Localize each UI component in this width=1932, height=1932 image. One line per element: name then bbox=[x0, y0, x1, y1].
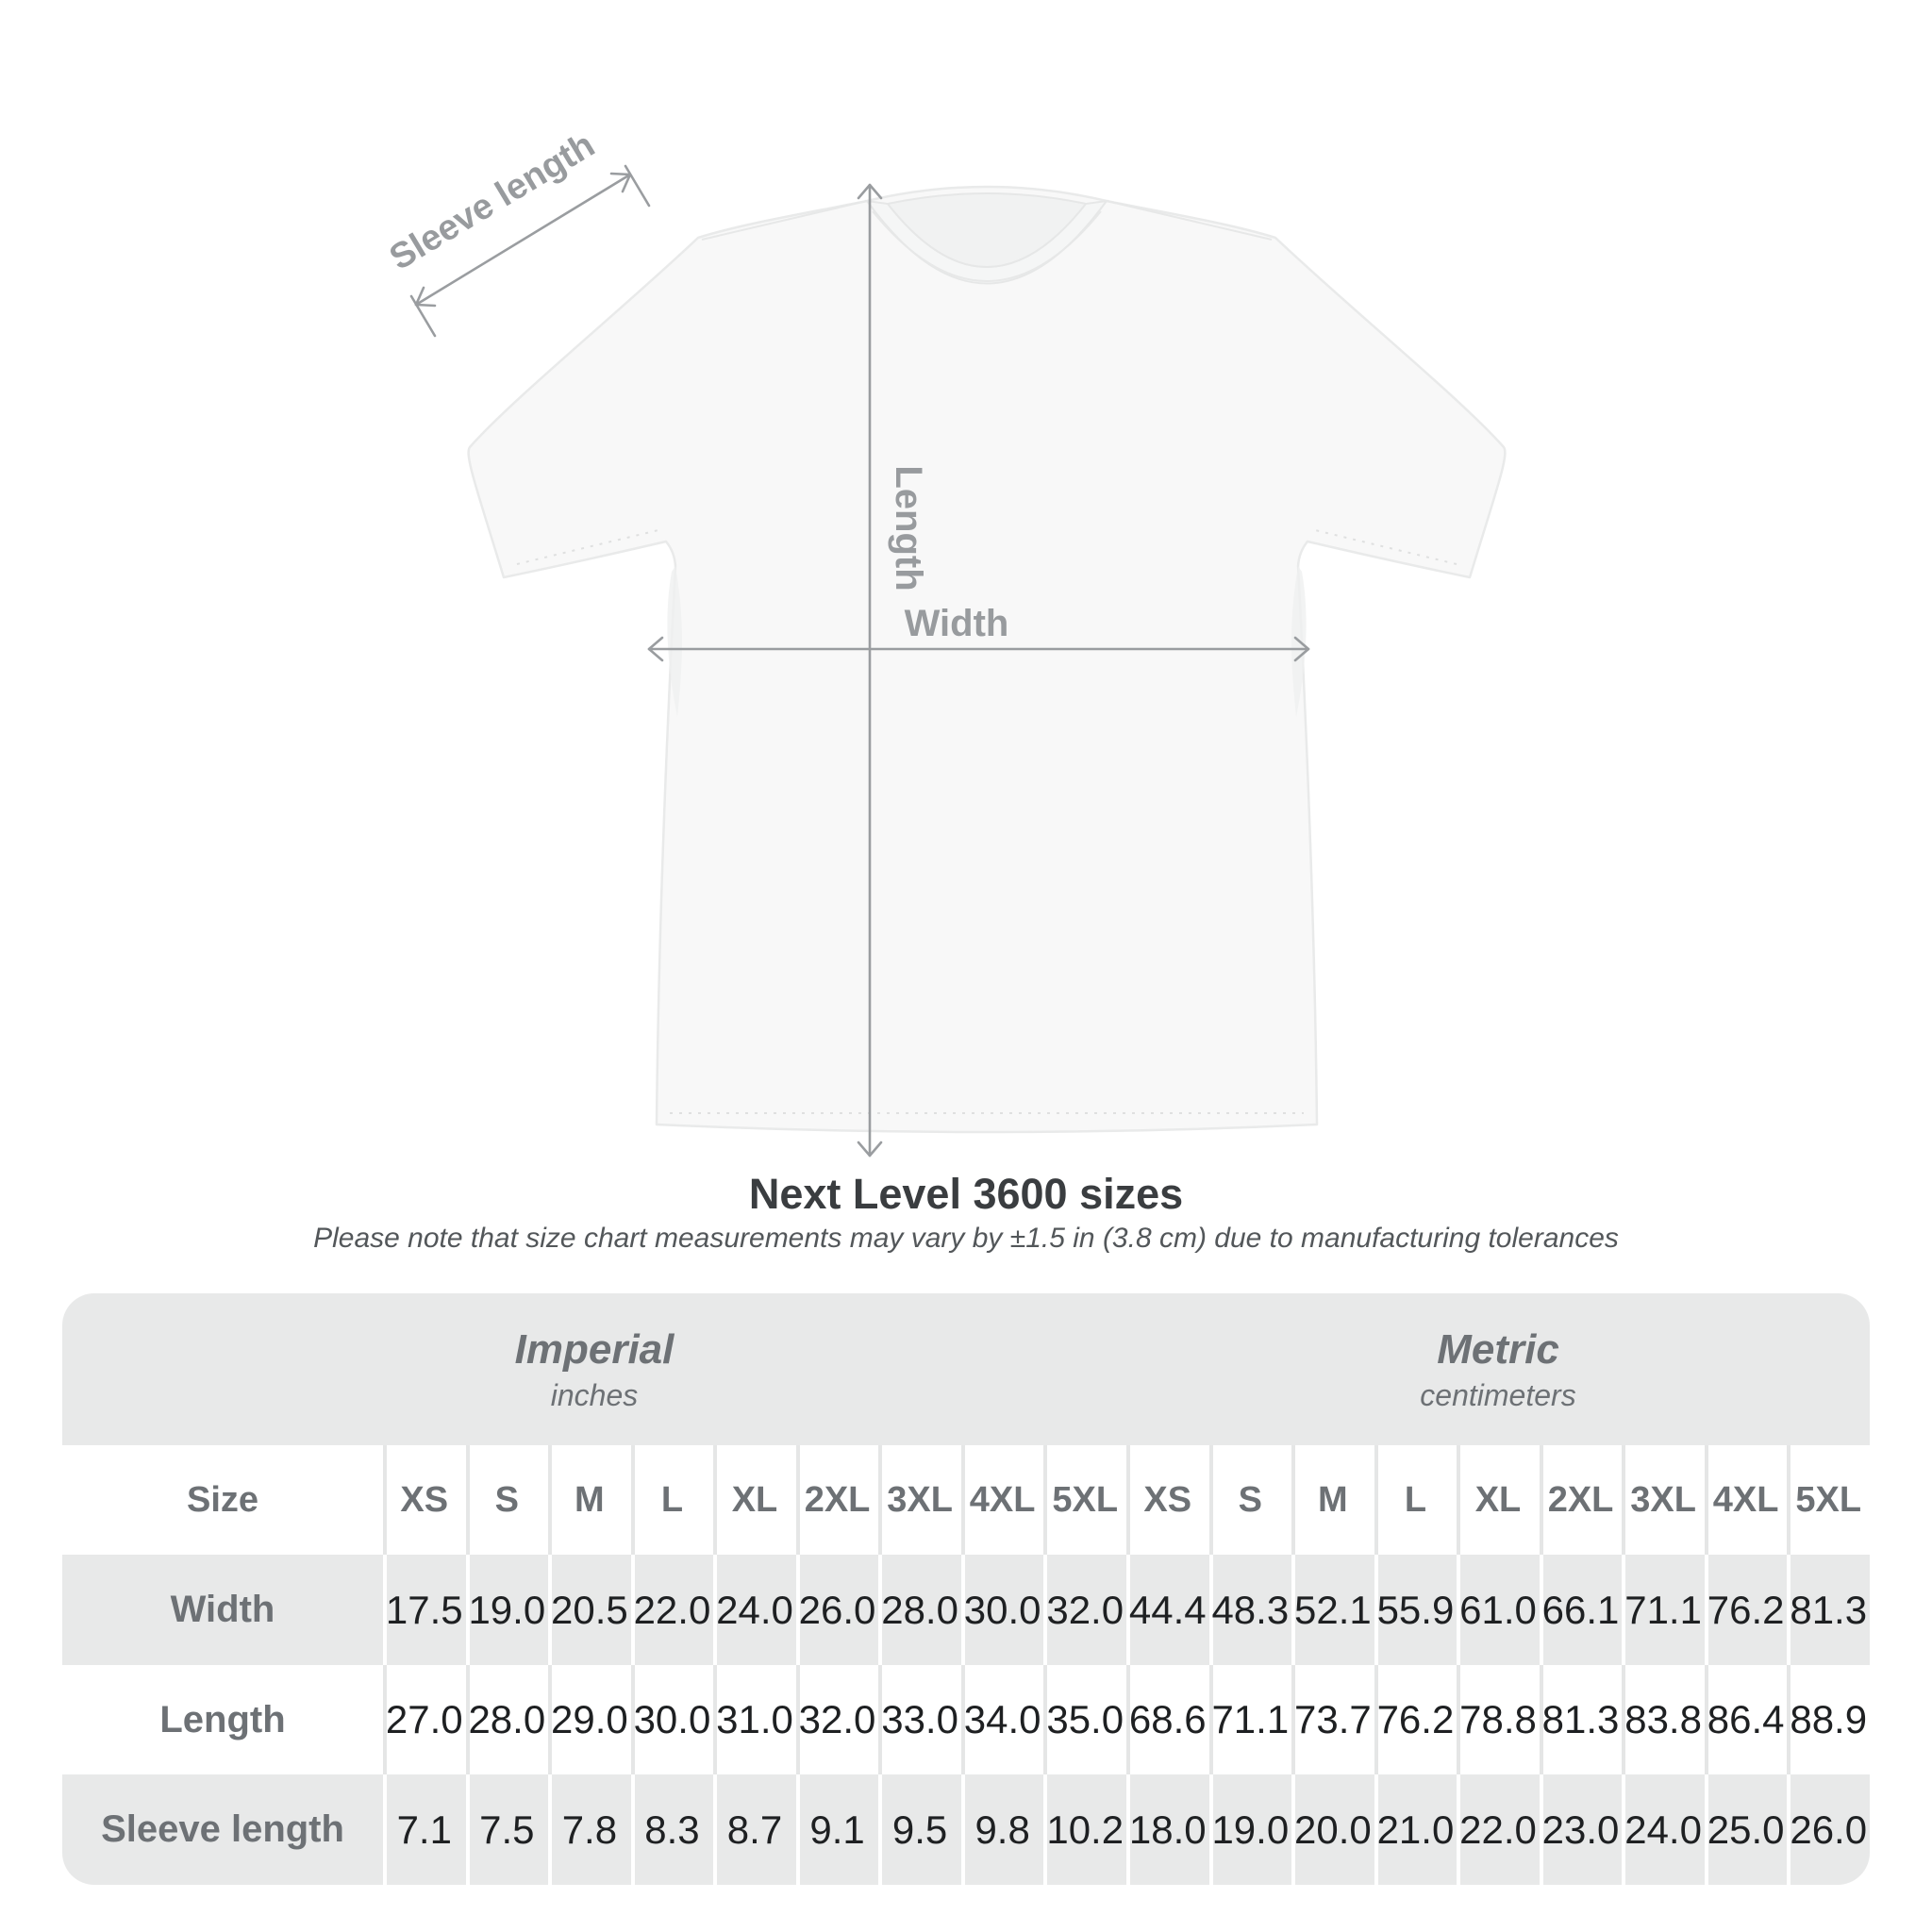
length-value: 32.0 bbox=[796, 1665, 879, 1774]
sleeve-value: 25.0 bbox=[1705, 1774, 1788, 1885]
width-value: 24.0 bbox=[713, 1555, 796, 1665]
width-value: 20.5 bbox=[548, 1555, 631, 1665]
length-value: 71.1 bbox=[1209, 1665, 1292, 1774]
width-value: 48.3 bbox=[1209, 1555, 1292, 1665]
length-value: 78.8 bbox=[1457, 1665, 1540, 1774]
width-value: 32.0 bbox=[1043, 1555, 1126, 1665]
sleeve-value: 23.0 bbox=[1540, 1774, 1623, 1885]
length-value: 34.0 bbox=[961, 1665, 1044, 1774]
unit-band bbox=[62, 1293, 1870, 1445]
width-value: 30.0 bbox=[961, 1555, 1044, 1665]
sleeve-value: 22.0 bbox=[1457, 1774, 1540, 1885]
width-value: 55.9 bbox=[1374, 1555, 1457, 1665]
size-column-header: L bbox=[631, 1445, 714, 1555]
length-value: 83.8 bbox=[1622, 1665, 1705, 1774]
width-value: 17.5 bbox=[383, 1555, 466, 1665]
size-column-header: XL bbox=[1457, 1445, 1540, 1555]
sleeve-value: 24.0 bbox=[1622, 1774, 1705, 1885]
imperial-label: Imperial bbox=[514, 1325, 675, 1373]
sleeve-value: 18.0 bbox=[1126, 1774, 1209, 1885]
sleeve-value: 9.1 bbox=[796, 1774, 879, 1885]
length-value: 33.0 bbox=[878, 1665, 961, 1774]
sleeve-length-dimension bbox=[383, 125, 649, 336]
size-column-header: 2XL bbox=[1540, 1445, 1623, 1555]
length-row-label: Length bbox=[159, 1698, 286, 1740]
length-value: 76.2 bbox=[1374, 1665, 1457, 1774]
sleeve-row-label: Sleeve length bbox=[101, 1808, 344, 1850]
page-title: Next Level 3600 sizes bbox=[748, 1170, 1184, 1218]
sleeve-value: 7.5 bbox=[466, 1774, 549, 1885]
width-value: 61.0 bbox=[1457, 1555, 1540, 1665]
sleeve-length-label: Sleeve length bbox=[383, 125, 602, 278]
size-column-header: 5XL bbox=[1043, 1445, 1126, 1555]
size-column-header: S bbox=[1209, 1445, 1292, 1555]
length-value: 73.7 bbox=[1291, 1665, 1374, 1774]
sleeve-value: 9.8 bbox=[961, 1774, 1044, 1885]
size-column-header: 4XL bbox=[1705, 1445, 1788, 1555]
sleeve-extension-tick-lower bbox=[411, 296, 435, 336]
sleeve-extension-tick-upper bbox=[625, 166, 649, 206]
size-column-header: XS bbox=[1126, 1445, 1209, 1555]
tshirt-body bbox=[469, 187, 1506, 1132]
length-value: 30.0 bbox=[631, 1665, 714, 1774]
sleeve-value: 26.0 bbox=[1787, 1774, 1870, 1885]
width-value: 76.2 bbox=[1705, 1555, 1788, 1665]
length-value: 68.6 bbox=[1126, 1665, 1209, 1774]
imperial-unit-label: inches bbox=[550, 1377, 639, 1412]
size-column-header: 3XL bbox=[878, 1445, 961, 1555]
width-value: 26.0 bbox=[796, 1555, 879, 1665]
length-value: 81.3 bbox=[1540, 1665, 1623, 1774]
width-value: 19.0 bbox=[466, 1555, 549, 1665]
sleeve-value: 9.5 bbox=[878, 1774, 961, 1885]
width-label: Width bbox=[904, 603, 1009, 644]
size-column-header: M bbox=[548, 1445, 631, 1555]
width-value: 44.4 bbox=[1126, 1555, 1209, 1665]
sleeve-value: 20.0 bbox=[1291, 1774, 1374, 1885]
length-value: 35.0 bbox=[1043, 1665, 1126, 1774]
size-table bbox=[62, 1293, 1870, 1885]
metric-label: Metric bbox=[1437, 1325, 1559, 1373]
length-value: 31.0 bbox=[713, 1665, 796, 1774]
width-value: 71.1 bbox=[1622, 1555, 1705, 1665]
metric-group-header bbox=[1126, 1293, 1870, 1445]
size-column-header: L bbox=[1374, 1445, 1457, 1555]
sleeve-value: 8.7 bbox=[713, 1774, 796, 1885]
imperial-group-header bbox=[62, 1293, 1126, 1445]
page-subtitle: Please note that size chart measurements may vary by ±1.5 in (3.8 cm) due to manufacturing tolerances bbox=[313, 1223, 1619, 1254]
sleeve-length-row bbox=[62, 1774, 1870, 1885]
width-value: 52.1 bbox=[1291, 1555, 1374, 1665]
sleeve-value: 7.1 bbox=[383, 1774, 466, 1885]
sleeve-value: 19.0 bbox=[1209, 1774, 1292, 1885]
size-column-header: 2XL bbox=[796, 1445, 879, 1555]
sleeve-value: 7.8 bbox=[548, 1774, 631, 1885]
size-column-header: S bbox=[466, 1445, 549, 1555]
metric-unit-label: centimeters bbox=[1420, 1377, 1576, 1412]
width-row bbox=[62, 1555, 1870, 1665]
length-value: 86.4 bbox=[1705, 1665, 1788, 1774]
size-column-header: XS bbox=[383, 1445, 466, 1555]
size-column-header: 4XL bbox=[961, 1445, 1044, 1555]
length-label: Length bbox=[888, 465, 929, 591]
size-column-header: XL bbox=[713, 1445, 796, 1555]
sleeve-value: 10.2 bbox=[1043, 1774, 1126, 1885]
length-value: 88.9 bbox=[1787, 1665, 1870, 1774]
width-row-label: Width bbox=[170, 1589, 275, 1630]
length-value: 27.0 bbox=[383, 1665, 466, 1774]
width-value: 66.1 bbox=[1540, 1555, 1623, 1665]
sleeve-value: 8.3 bbox=[631, 1774, 714, 1885]
width-value: 81.3 bbox=[1787, 1555, 1870, 1665]
length-value: 29.0 bbox=[548, 1665, 631, 1774]
sleeve-value: 21.0 bbox=[1374, 1774, 1457, 1885]
size-header-label: Size bbox=[186, 1479, 259, 1520]
width-value: 22.0 bbox=[631, 1555, 714, 1665]
size-column-header: 5XL bbox=[1787, 1445, 1870, 1555]
tshirt-illustration bbox=[469, 187, 1506, 1132]
size-column-header: 3XL bbox=[1622, 1445, 1705, 1555]
table-header-row bbox=[62, 1445, 1870, 1555]
length-value: 28.0 bbox=[466, 1665, 549, 1774]
size-column-header: M bbox=[1291, 1445, 1374, 1555]
width-value: 28.0 bbox=[878, 1555, 961, 1665]
length-row bbox=[62, 1665, 1870, 1774]
